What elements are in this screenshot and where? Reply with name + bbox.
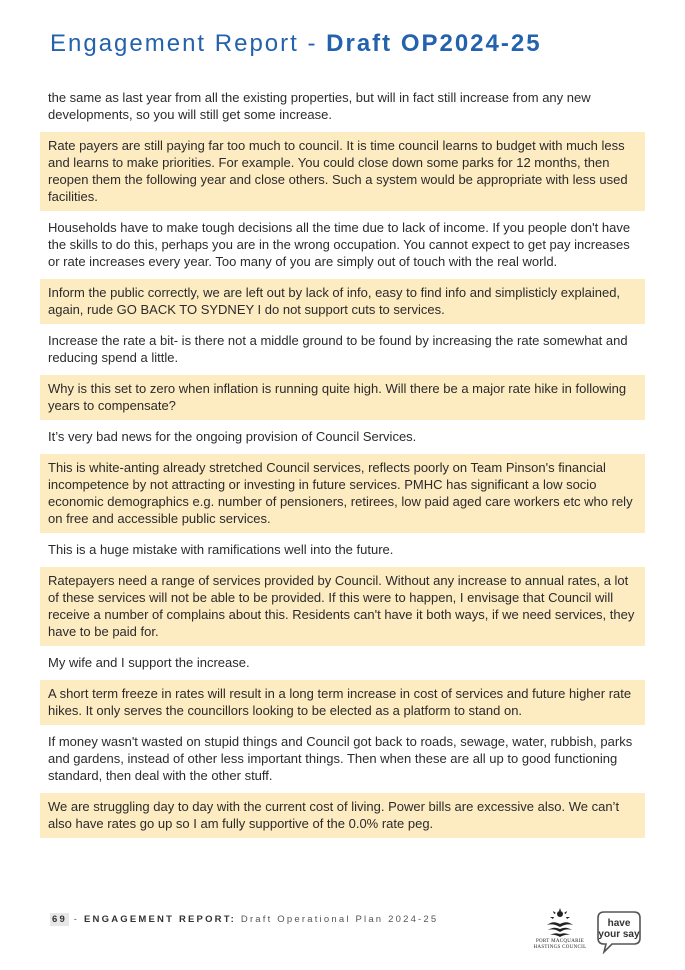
page-footer (50, 914, 438, 925)
feedback-entry: Inform the public correctly, we are left out by lack of info, easy to find info and simplisticly explained, again, rude GO BACK TO SYDNEY I do not support cuts to services. (40, 279, 645, 324)
feedback-entry: Households have to make tough decisions all the time due to lack of income. If you people don't have the skills to do this, perhaps you are in the wrong occupation. You cannot expect to get pay increases or rate increases every year. Too many of you are simply out of touch with the real world. (48, 220, 631, 269)
have-your-say-line2: your say (598, 929, 640, 940)
feedback-entry: Increase the rate a bit- is there not a middle ground to be found by increasing the rate somewhat and reducing spend a little. (48, 333, 628, 365)
council-name-line2: HASTINGS COUNCIL (533, 945, 587, 950)
feedback-entry: This is a huge mistake with ramifications well into the future. (48, 542, 394, 557)
page-number: 69 (52, 914, 67, 925)
council-name-line1: PORT MACQUARIE (535, 939, 585, 944)
feedback-entry: It’s very bad news for the ongoing provision of Council Services. (48, 429, 417, 444)
footer-separator: - (68, 914, 85, 925)
feedback-entry: Ratepayers need a range of services provided by Council. Without any increase to annual rates, a lot of these services will not be able to be provided. If this were to happen, I envisage that Council will receive a number of complains about this. Residents can't have it both ways, if we need services, they have to be paid for. (40, 567, 645, 646)
have-your-say-line1: have (607, 918, 631, 929)
feedback-entry: If money wasn't wasted on stupid things and Council got back to roads, sewage, water, rubbish, parks and gardens, instead of other less important things. Then when these are all up to good functioning standard, then deal with the other stuff. (48, 734, 633, 783)
have-your-say-logo (596, 910, 642, 954)
council-logo (532, 905, 588, 961)
feedback-entry: Rate payers are still paying far too much to council. It is time council learns to budget with much less and learns to make priorities. For example. You could close down some parks for 12 months, then reopen them the following year and close others. Such a system would be appropriate with less used facilities. (40, 132, 645, 211)
feedback-entry: We are struggling day to day with the current cost of living. Power bills are excessive also. We can’t also have rates go up so I am fully supportive of the 0.0% rate peg. (40, 793, 645, 838)
title-light: Engagement Report - (50, 30, 327, 57)
footer-label-bold: ENGAGEMENT REPORT: (84, 914, 237, 925)
feedback-entry: This is white-anting already stretched Council services, reflects poorly on Team Pinson's financial incompetence by not attracting or investing in future services. PMHC has significant a low socio economic demographics e.g. number of pensioners, retirees, low paid aged care workers etc who rely on free and accessible public services. (40, 454, 645, 533)
feedback-entry: A short term freeze in rates will result in a long term increase in cost of services and future higher rate hikes. It only serves the councillors looking to be elected as a platform to stand on. (40, 680, 645, 725)
feedback-list (40, 86, 645, 843)
feedback-entry: Why is this set to zero when inflation is running quite high. Will there be a major rate hike in following years to compensate? (40, 375, 645, 420)
feedback-entry: My wife and I support the increase. (48, 655, 250, 670)
footer-label-rest: Draft Operational Plan 2024-25 (236, 914, 439, 925)
feedback-entry: the same as last year from all the existing properties, but will in fact still increase from any new developments, so you will still get some increase. (48, 90, 591, 122)
page-title (50, 30, 542, 58)
council-emblem-icon (543, 905, 577, 939)
title-bold: Draft OP2024-25 (326, 30, 542, 57)
